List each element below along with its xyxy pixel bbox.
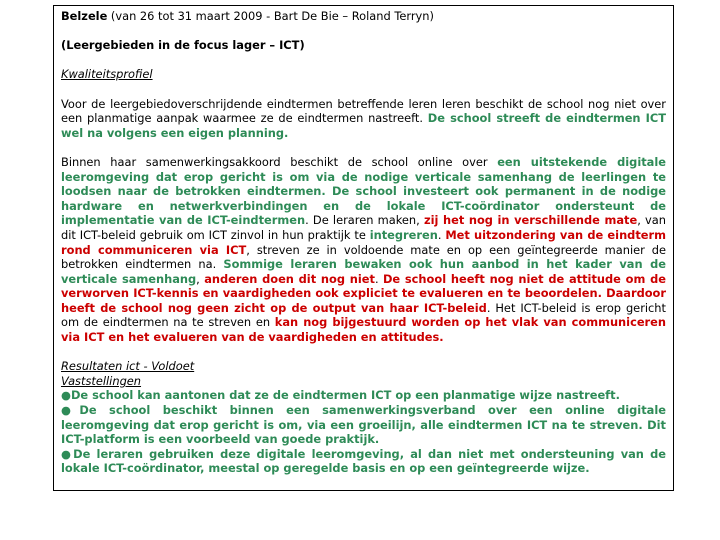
- finding-text: De school beschikt binnen een samenwerkingsverband over een online digitale leeromgeving dat erop gericht is om, via een groeilijn, alle eindtermen ICT na te streven. Dit ICT-platform is een voorbeeld van goede praktijk.: [61, 403, 666, 447]
- visit-dates: (van 26 tot 31 maart 2009 - Bart De Bie – Roland Terryn): [110, 9, 434, 23]
- bullet-icon: ●: [61, 388, 71, 403]
- improvement-point: zij het nog in verschillende mate: [423, 213, 638, 228]
- profile-heading: Kwaliteitsprofiel: [61, 67, 153, 82]
- bullet-icon: ●: [61, 403, 80, 418]
- profile-paragraph-1: [61, 97, 666, 141]
- improvement-point: Met uitzondering van de eindterm rond communiceren via ICT: [61, 227, 666, 257]
- finding-item: [61, 447, 666, 476]
- text-run: Binnen haar samenwerkingsakkoord beschikt de school online over: [61, 154, 498, 169]
- improvement-point: kan nog bijgestuurd worden op het vlak van communiceren via ICT en het evalueren van de vaardigheden en attitudes.: [61, 315, 666, 345]
- school-name: Belzele: [61, 9, 108, 23]
- positive-finding: Sommige leraren bewaken ook hun aanbod in het kader van de verticale samenhang: [61, 257, 666, 286]
- header-line: [61, 9, 666, 24]
- finding-item: [61, 388, 666, 403]
- improvement-point: De school heeft nog niet de attitude om de verworven ICT-kennis en vaardigheden ook expliciet te evalueren en te beoordelen. Daardoor heeft de school nog geen zicht op de output van haar ICT-beleid: [61, 271, 666, 315]
- positive-finding: een uitstekende digitale leeromgeving dat erop gericht is om via de nodige verticale samenhang de leerlingen te loodsen naar de betrokken eindtermen. De school investeert ook permanent in de nodige hardware en netwerkverbindingen en de lokale ICT-coördinator ondersteunt de implementatie van de ICT-eindtermen: [61, 154, 666, 228]
- finding-text: De leraren gebruiken deze digitale leeromgeving, al dan niet met ondersteuning van de lokale ICT-coördinator, meestal op geregelde basis en op een geïntegreerde wijze.: [61, 446, 666, 476]
- positive-finding: integreren: [369, 227, 438, 242]
- finding-text: De school kan aantonen dat ze de eindtermen ICT op een planmatige wijze nastreeft.: [70, 388, 620, 403]
- findings-subheading: Vaststellingen: [61, 373, 142, 388]
- text-run: . Het ICT-beleid is erop gericht om de eindtermen na te streven en: [61, 300, 666, 330]
- finding-item: [61, 403, 666, 447]
- findings-list: [61, 388, 666, 476]
- improvement-point: anderen doen dit nog niet: [204, 271, 375, 286]
- focus-title: (Leergebieden in de focus lager – ICT): [61, 38, 305, 53]
- text-run: .: [437, 227, 446, 242]
- text-run: , van dit ICT-beleid gebruik om ICT zinvol in hun praktijk te: [61, 213, 666, 242]
- positive-finding: De school streeft de eindtermen ICT wel na volgens een eigen planning.: [61, 111, 667, 140]
- text-run: .: [374, 271, 383, 286]
- text-run: ,: [196, 271, 205, 286]
- report-frame: [53, 5, 674, 491]
- focus-line: [61, 38, 666, 53]
- text-run: . De leraren maken,: [305, 213, 424, 228]
- profile-paragraph-2: [61, 155, 666, 345]
- text-run: Voor de leergebiedoverschrijdende eindtermen betreffende leren leren beschikt de school nog niet over een planmatige aanpak waarmee ze de eindtermen nastreeft.: [61, 96, 666, 126]
- text-run: , streven ze in voldoende mate en op een geïntegreerde manier de betrokken eindtermen na.: [61, 242, 666, 272]
- results-heading: Resultaten ict - Voldoet: [61, 359, 195, 374]
- bullet-icon: ●: [61, 446, 74, 461]
